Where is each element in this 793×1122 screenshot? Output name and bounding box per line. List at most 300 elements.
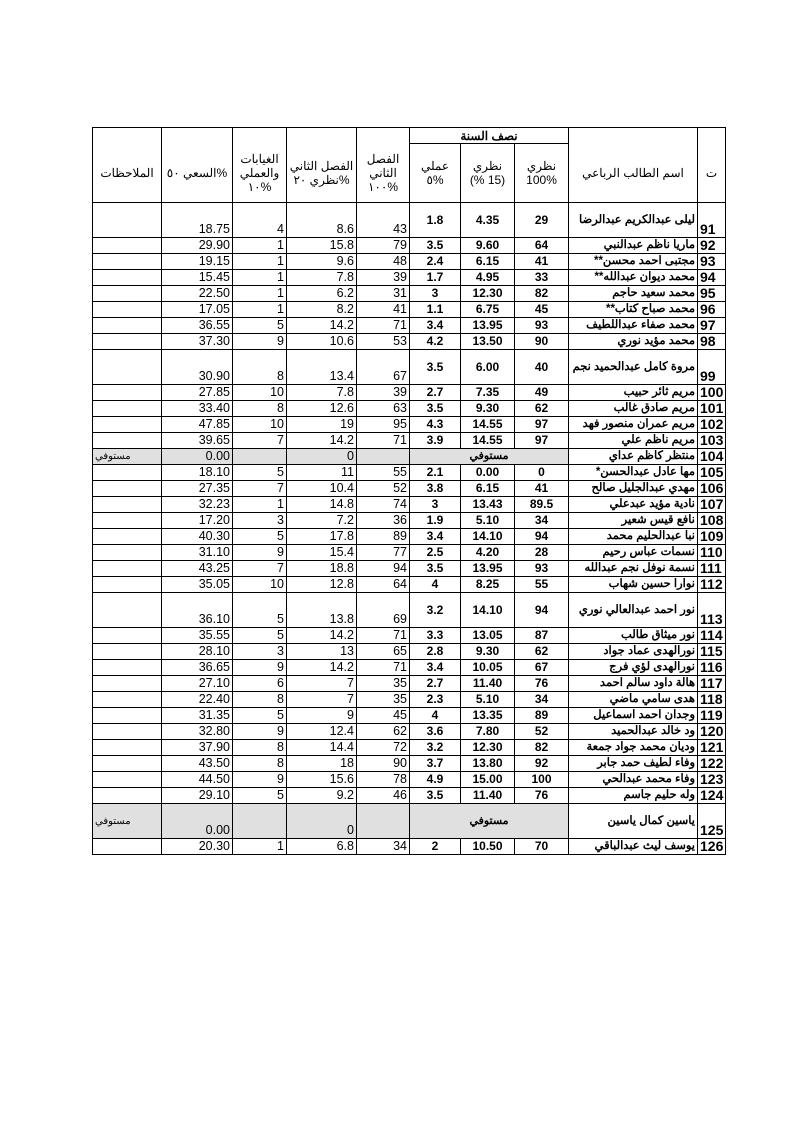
- term2-100-cell: 31: [357, 286, 410, 302]
- effort-cell: 36.65: [162, 660, 233, 676]
- term2-theory-cell: 7.2: [287, 513, 357, 529]
- header-effort-top: [162, 128, 233, 144]
- term2-theory-cell: 14.4: [287, 740, 357, 756]
- effort-cell: 18.75: [162, 203, 233, 238]
- notes-cell: [93, 740, 162, 756]
- term2-theory-cell: 15.8: [287, 238, 357, 254]
- term2-theory-cell: 14.2: [287, 628, 357, 644]
- notes-cell: [93, 660, 162, 676]
- theory100-cell: 76: [515, 788, 569, 804]
- student-name-cell: مها عادل عبدالحسن*: [569, 465, 698, 481]
- theory15-cell: 13.80: [461, 756, 515, 772]
- effort-cell: 28.10: [162, 644, 233, 660]
- term2-theory-cell: 7.8: [287, 270, 357, 286]
- term2-theory-cell: 0: [287, 449, 357, 465]
- theory100-cell: 97: [515, 417, 569, 433]
- effort-cell: 40.30: [162, 529, 233, 545]
- table-row: [93, 350, 726, 385]
- practical-cell: 4: [410, 577, 461, 593]
- theory100-cell: 55: [515, 577, 569, 593]
- student-name-cell: نبا عبدالحليم محمد: [569, 529, 698, 545]
- student-name-cell: ليلى عبدالكريم عبدالرضا: [569, 203, 698, 238]
- term2-theory-cell: 9.6: [287, 254, 357, 270]
- notes-cell: [93, 529, 162, 545]
- absence-cell: 7: [233, 561, 287, 577]
- term2-theory-cell: 12.6: [287, 401, 357, 417]
- index-cell: 119: [698, 708, 726, 724]
- student-name-cell: منتظر كاظم عداي: [569, 449, 698, 465]
- term2-theory-cell: 10.6: [287, 334, 357, 350]
- table-row: [93, 839, 726, 855]
- table-row: [93, 433, 726, 449]
- term2-100-cell: 35: [357, 676, 410, 692]
- student-name-cell: نوارا حسين شهاب: [569, 577, 698, 593]
- theory15-cell: 7.35: [461, 385, 515, 401]
- theory100-cell: 34: [515, 692, 569, 708]
- practical-cell: 1.7: [410, 270, 461, 286]
- student-name-cell: ياسين كمال ياسين: [569, 804, 698, 839]
- absence-cell: 4: [233, 203, 287, 238]
- index-cell: 122: [698, 756, 726, 772]
- practical-cell: 2: [410, 839, 461, 855]
- index-cell: 98: [698, 334, 726, 350]
- student-name-cell: نور ميثاق طالب: [569, 628, 698, 644]
- table-row: [93, 513, 726, 529]
- notes-cell: [93, 481, 162, 497]
- theory15-cell: 13.50: [461, 334, 515, 350]
- index-cell: 103: [698, 433, 726, 449]
- theory100-cell: 94: [515, 593, 569, 628]
- notes-cell: [93, 433, 162, 449]
- index-cell: 114: [698, 628, 726, 644]
- index-cell: 112: [698, 577, 726, 593]
- student-name-cell: مريم صادق غالب: [569, 401, 698, 417]
- absence-cell: [233, 804, 287, 839]
- header-term2-100: الفصل الثاني ١٠٠%: [357, 144, 410, 203]
- theory15-cell: 9.30: [461, 644, 515, 660]
- effort-cell: 17.05: [162, 302, 233, 318]
- theory100-cell: 94: [515, 529, 569, 545]
- term2-theory-cell: 0: [287, 804, 357, 839]
- theory100-cell: 0: [515, 465, 569, 481]
- term2-theory-cell: 14.2: [287, 433, 357, 449]
- notes-cell: [93, 593, 162, 628]
- absence-cell: 1: [233, 302, 287, 318]
- practical-cell: 3.5: [410, 401, 461, 417]
- term2-100-cell: 71: [357, 628, 410, 644]
- theory100-cell: 90: [515, 334, 569, 350]
- notes-cell: [93, 334, 162, 350]
- effort-cell: 22.50: [162, 286, 233, 302]
- absence-cell: 1: [233, 270, 287, 286]
- effort-cell: 29.90: [162, 238, 233, 254]
- effort-cell: 35.05: [162, 577, 233, 593]
- effort-cell: 43.25: [162, 561, 233, 577]
- term2-100-cell: 55: [357, 465, 410, 481]
- student-name-cell: نسمات عباس رحيم: [569, 545, 698, 561]
- term2-100-cell: 48: [357, 254, 410, 270]
- index-cell: 120: [698, 724, 726, 740]
- theory100-cell: 89.5: [515, 497, 569, 513]
- theory100-cell: 76: [515, 676, 569, 692]
- term2-100-cell: 77: [357, 545, 410, 561]
- term2-theory-cell: 19: [287, 417, 357, 433]
- notes-cell: [93, 644, 162, 660]
- term2-100-cell: 72: [357, 740, 410, 756]
- term2-100-cell: 64: [357, 577, 410, 593]
- practical-cell: 1.9: [410, 513, 461, 529]
- theory100-cell: 92: [515, 756, 569, 772]
- term2-theory-cell: 17.8: [287, 529, 357, 545]
- theory15-cell: 6.15: [461, 481, 515, 497]
- effort-cell: 31.35: [162, 708, 233, 724]
- index-cell: 123: [698, 772, 726, 788]
- absence-cell: 9: [233, 660, 287, 676]
- theory15-cell: 13.95: [461, 561, 515, 577]
- term2-theory-cell: 12.8: [287, 577, 357, 593]
- effort-cell: 30.90: [162, 350, 233, 385]
- student-name-cell: مريم ناظم علي: [569, 433, 698, 449]
- practical-cell: 4.2: [410, 334, 461, 350]
- student-name-cell: ود خالد عبدالحميد: [569, 724, 698, 740]
- notes-cell: مستوفي: [93, 449, 162, 465]
- absence-cell: 1: [233, 238, 287, 254]
- term2-theory-cell: 8.2: [287, 302, 357, 318]
- theory15-cell: 11.40: [461, 788, 515, 804]
- theory15-cell: 14.10: [461, 593, 515, 628]
- notes-cell: [93, 203, 162, 238]
- notes-cell: [93, 254, 162, 270]
- practical-cell: 3.3: [410, 628, 461, 644]
- effort-cell: 37.90: [162, 740, 233, 756]
- term2-theory-cell: 8.6: [287, 203, 357, 238]
- student-name-cell: نسمة نوفل نجم عبدالله: [569, 561, 698, 577]
- student-name-cell: وديان محمد جواد جمعة: [569, 740, 698, 756]
- student-name-cell: وجدان احمد اسماعيل: [569, 708, 698, 724]
- index-cell: 92: [698, 238, 726, 254]
- notes-cell: [93, 724, 162, 740]
- index-cell: 111: [698, 561, 726, 577]
- student-name-cell: نورالهدى عماد جواد: [569, 644, 698, 660]
- theory100-cell: 97: [515, 433, 569, 449]
- term2-theory-cell: 7: [287, 692, 357, 708]
- index-cell: 110: [698, 545, 726, 561]
- table-row: [93, 593, 726, 628]
- term2-theory-cell: 7.8: [287, 385, 357, 401]
- practical-cell: 1.8: [410, 203, 461, 238]
- notes-cell: [93, 788, 162, 804]
- index-cell: 118: [698, 692, 726, 708]
- index-cell: 99: [698, 350, 726, 385]
- index-cell: 93: [698, 254, 726, 270]
- term2-theory-cell: 14.2: [287, 660, 357, 676]
- effort-cell: 37.30: [162, 334, 233, 350]
- theory15-cell: 13.43: [461, 497, 515, 513]
- notes-cell: [93, 545, 162, 561]
- term2-100-cell: 35: [357, 692, 410, 708]
- theory15-cell: 10.50: [461, 839, 515, 855]
- grades-table: [92, 127, 726, 855]
- header-row-top: [93, 128, 726, 144]
- table-row: [93, 497, 726, 513]
- absence-cell: 1: [233, 839, 287, 855]
- absence-cell: 1: [233, 497, 287, 513]
- term2-100-cell: 52: [357, 481, 410, 497]
- effort-cell: 43.50: [162, 756, 233, 772]
- theory100-cell: 62: [515, 401, 569, 417]
- student-name-cell: وفاء لطيف حمد جابر: [569, 756, 698, 772]
- index-cell: 105: [698, 465, 726, 481]
- table-row: [93, 254, 726, 270]
- theory100-cell: 49: [515, 385, 569, 401]
- theory15-cell: 6.00: [461, 350, 515, 385]
- effort-cell: 47.85: [162, 417, 233, 433]
- effort-cell: 15.45: [162, 270, 233, 286]
- absence-cell: 9: [233, 545, 287, 561]
- term2-100-cell: 74: [357, 497, 410, 513]
- notes-cell: [93, 708, 162, 724]
- term2-100-cell: 34: [357, 839, 410, 855]
- header-theory15: نظري (15 %): [461, 144, 515, 203]
- term2-100-cell: 71: [357, 660, 410, 676]
- header-student-name: اسم الطالب الرباعي: [569, 144, 698, 203]
- effort-cell: 27.85: [162, 385, 233, 401]
- index-cell: 108: [698, 513, 726, 529]
- notes-cell: [93, 385, 162, 401]
- term2-100-cell: 62: [357, 724, 410, 740]
- notes-cell: [93, 692, 162, 708]
- absence-cell: 1: [233, 254, 287, 270]
- term2-100-cell: 39: [357, 385, 410, 401]
- term2-100-cell: 89: [357, 529, 410, 545]
- notes-cell: [93, 628, 162, 644]
- term2-100-cell: 71: [357, 433, 410, 449]
- theory15-cell: 5.10: [461, 513, 515, 529]
- index-cell: 126: [698, 839, 726, 855]
- notes-cell: [93, 286, 162, 302]
- notes-cell: [93, 465, 162, 481]
- student-name-cell: محمد مؤيد نوري: [569, 334, 698, 350]
- theory100-cell: 89: [515, 708, 569, 724]
- term2-100-cell: 63: [357, 401, 410, 417]
- notes-cell: [93, 577, 162, 593]
- notes-cell: [93, 302, 162, 318]
- student-name-cell: وله حليم جاسم: [569, 788, 698, 804]
- header-practical: عملي ٥%: [410, 144, 461, 203]
- practical-cell: 2.4: [410, 254, 461, 270]
- table-row: [93, 772, 726, 788]
- theory15-cell: 8.25: [461, 577, 515, 593]
- practical-cell: 4.3: [410, 417, 461, 433]
- absence-cell: 7: [233, 481, 287, 497]
- header-term2-100-top: [357, 128, 410, 144]
- index-cell: 116: [698, 660, 726, 676]
- student-name-cell: نورالهدى لؤي فرج: [569, 660, 698, 676]
- absence-cell: 10: [233, 577, 287, 593]
- index-cell: 100: [698, 385, 726, 401]
- absence-cell: 5: [233, 628, 287, 644]
- theory100-cell: 87: [515, 628, 569, 644]
- student-name-cell: ماريا ناظم عبدالنبي: [569, 238, 698, 254]
- term2-100-cell: 69: [357, 593, 410, 628]
- student-name-cell: محمد ديوان عبدالله**: [569, 270, 698, 286]
- practical-cell: 2.7: [410, 676, 461, 692]
- effort-cell: 35.55: [162, 628, 233, 644]
- term2-100-cell: 65: [357, 644, 410, 660]
- term2-theory-cell: 18.8: [287, 561, 357, 577]
- practical-cell: 2.3: [410, 692, 461, 708]
- theory15-cell: 15.00: [461, 772, 515, 788]
- term2-100-cell: 36: [357, 513, 410, 529]
- notes-cell: [93, 350, 162, 385]
- grades-sheet: [92, 127, 725, 855]
- theory15-cell: 6.15: [461, 254, 515, 270]
- student-name-cell: مريم عمران منصور فهد: [569, 417, 698, 433]
- header-mid-year-group: نصف السنة: [410, 128, 569, 144]
- practical-cell: 3.5: [410, 561, 461, 577]
- table-row: [93, 676, 726, 692]
- notes-cell: [93, 513, 162, 529]
- term2-100-cell: 39: [357, 270, 410, 286]
- table-row: [93, 334, 726, 350]
- theory15-cell: 12.30: [461, 286, 515, 302]
- table-row: [93, 545, 726, 561]
- student-name-cell: هالة داود سالم احمد: [569, 676, 698, 692]
- practical-cell: 2.5: [410, 545, 461, 561]
- absence-cell: 10: [233, 385, 287, 401]
- index-cell: 115: [698, 644, 726, 660]
- header-row: [93, 144, 726, 203]
- effort-cell: 33.40: [162, 401, 233, 417]
- notes-cell: [93, 318, 162, 334]
- notes-cell: [93, 238, 162, 254]
- practical-cell: 3.4: [410, 660, 461, 676]
- table-row: [93, 708, 726, 724]
- student-name-cell: يوسف ليث عبدالباقي: [569, 839, 698, 855]
- header-term2-theory: الفصل الثاني نظري ٢٠%: [287, 144, 357, 203]
- effort-cell: 39.65: [162, 433, 233, 449]
- table-row: [93, 401, 726, 417]
- notes-cell: [93, 561, 162, 577]
- absence-cell: 5: [233, 788, 287, 804]
- table-row: [93, 286, 726, 302]
- index-cell: 124: [698, 788, 726, 804]
- effort-cell: 18.10: [162, 465, 233, 481]
- index-cell: 109: [698, 529, 726, 545]
- notes-cell: [93, 756, 162, 772]
- student-name-cell: هدى سامي ماضي: [569, 692, 698, 708]
- theory15-cell: 13.35: [461, 708, 515, 724]
- term2-100-cell: 78: [357, 772, 410, 788]
- table-row: [93, 302, 726, 318]
- term2-100-cell: 45: [357, 708, 410, 724]
- effort-cell: 32.23: [162, 497, 233, 513]
- effort-cell: 32.80: [162, 724, 233, 740]
- theory15-cell: 9.30: [461, 401, 515, 417]
- index-cell: 97: [698, 318, 726, 334]
- table-row: [93, 804, 726, 839]
- term2-100-cell: 41: [357, 302, 410, 318]
- practical-cell: 3.5: [410, 350, 461, 385]
- absence-cell: 5: [233, 529, 287, 545]
- theory15-cell: 13.95: [461, 318, 515, 334]
- effort-cell: 31.10: [162, 545, 233, 561]
- table-row: [93, 628, 726, 644]
- practical-cell: 3.4: [410, 318, 461, 334]
- theory15-cell: 4.20: [461, 545, 515, 561]
- student-name-cell: نور احمد عبدالعالي نوري: [569, 593, 698, 628]
- notes-cell: [93, 417, 162, 433]
- index-cell: 96: [698, 302, 726, 318]
- theory100-cell: 82: [515, 286, 569, 302]
- absence-cell: 9: [233, 772, 287, 788]
- table-row: [93, 788, 726, 804]
- theory100-cell: 93: [515, 561, 569, 577]
- theory15-cell: 0.00: [461, 465, 515, 481]
- table-row: [93, 724, 726, 740]
- theory15-cell: 10.05: [461, 660, 515, 676]
- absence-cell: 3: [233, 644, 287, 660]
- term2-theory-cell: 13.8: [287, 593, 357, 628]
- absence-cell: 8: [233, 756, 287, 772]
- notes-cell: [93, 497, 162, 513]
- table-row: [93, 465, 726, 481]
- table-row: [93, 692, 726, 708]
- theory100-cell: 34: [515, 513, 569, 529]
- index-cell: 94: [698, 270, 726, 286]
- theory15-cell: 14.10: [461, 529, 515, 545]
- index-cell: 106: [698, 481, 726, 497]
- absence-cell: 8: [233, 692, 287, 708]
- theory100-cell: 100: [515, 772, 569, 788]
- absence-cell: 3: [233, 513, 287, 529]
- absence-cell: 9: [233, 724, 287, 740]
- theory100-cell: 45: [515, 302, 569, 318]
- table-row: [93, 561, 726, 577]
- practical-cell: 3.4: [410, 529, 461, 545]
- term2-100-cell: 46: [357, 788, 410, 804]
- table-row: [93, 481, 726, 497]
- theory15-cell: 12.30: [461, 740, 515, 756]
- term2-100-cell: 95: [357, 417, 410, 433]
- index-cell: 91: [698, 203, 726, 238]
- theory15-cell: 14.55: [461, 417, 515, 433]
- term2-theory-cell: 18: [287, 756, 357, 772]
- table-row: [93, 740, 726, 756]
- practical-cell: 3.6: [410, 724, 461, 740]
- header-effort: السعي ٥٠%: [162, 144, 233, 203]
- absence-cell: [233, 449, 287, 465]
- table-row: [93, 529, 726, 545]
- table-row: [93, 417, 726, 433]
- index-cell: 121: [698, 740, 726, 756]
- practical-cell: 2.1: [410, 465, 461, 481]
- header-name-top: [569, 128, 698, 144]
- index-cell: 113: [698, 593, 726, 628]
- index-cell: 104: [698, 449, 726, 465]
- notes-cell: [93, 676, 162, 692]
- header-absence: الغيابات والعملي ١٠%: [233, 144, 287, 203]
- term2-100-cell: 53: [357, 334, 410, 350]
- absence-cell: 8: [233, 401, 287, 417]
- practical-cell: 3.8: [410, 481, 461, 497]
- practical-cell: 1.1: [410, 302, 461, 318]
- term2-theory-cell: 11: [287, 465, 357, 481]
- effort-cell: 22.40: [162, 692, 233, 708]
- header-notes: الملاحظات: [93, 144, 162, 203]
- term2-theory-cell: 13: [287, 644, 357, 660]
- table-row: [93, 385, 726, 401]
